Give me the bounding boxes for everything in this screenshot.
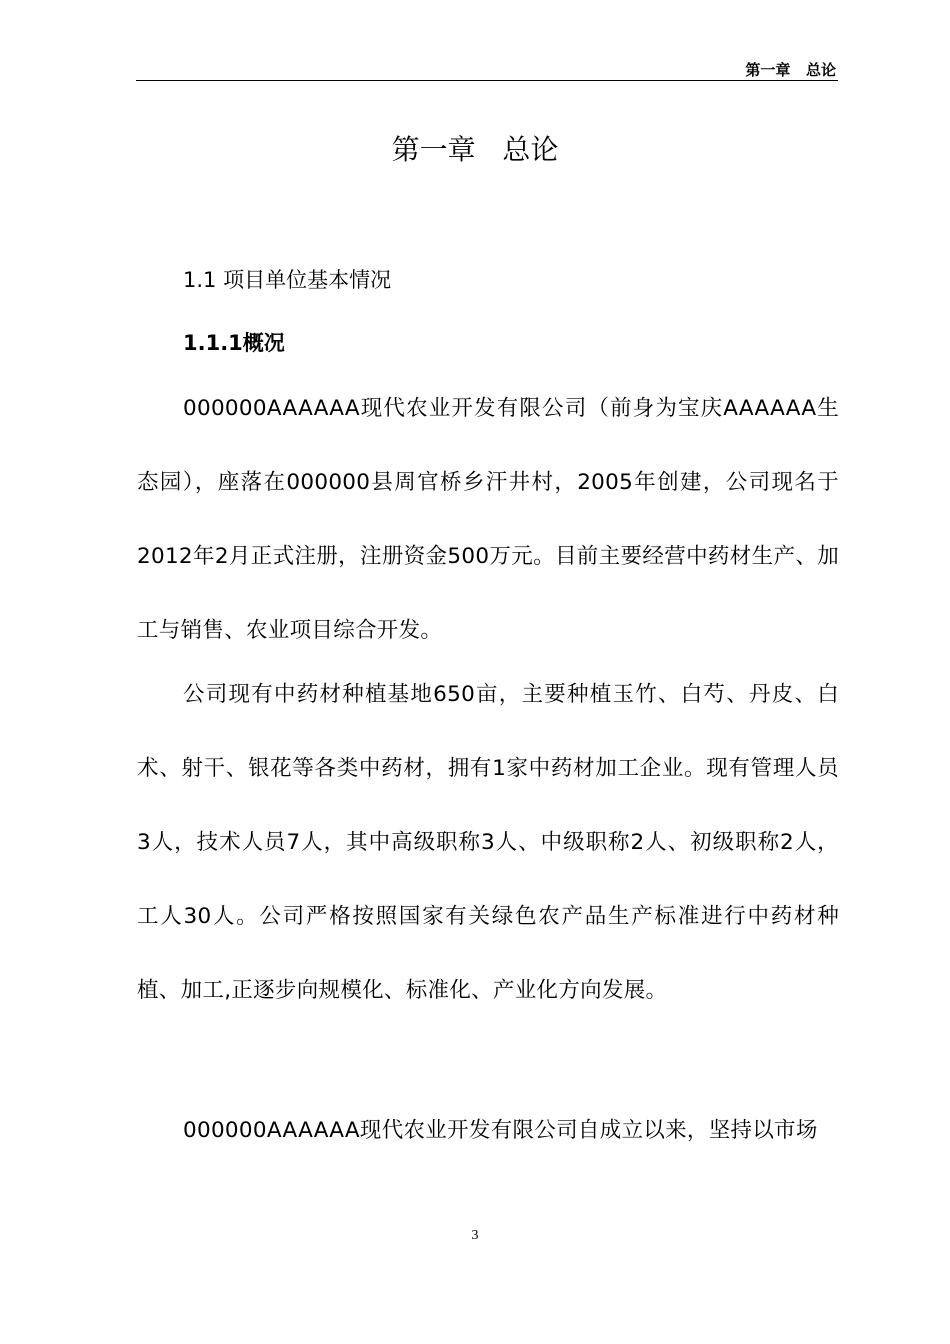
page-number: 3 <box>471 1228 479 1243</box>
section-heading: 1.1 项目单位基本情况 <box>183 268 392 292</box>
paragraph-company-overview: 000000AAAAAA现代农业开发有限公司（前身为宝庆AAAAAA生态园），座落在000000县周官桥乡汗井村，2005年创建，公司现名于2012年2月正式注册，注册资金500万元。目前主要经营中药材生产、加工与销售、农业项目综合开发。 <box>137 396 839 643</box>
subsection-heading: 1.1.1概况 <box>183 331 285 355</box>
paragraph-company-history: 000000AAAAAA现代农业开发有限公司自成立以来，坚持以市场 <box>183 1118 818 1143</box>
paragraph-company-base: 公司现有中药材种植基地650亩，主要种植玉竹、白芍、丹皮、白术、射干、银花等各类中药材，拥有1家中药材加工企业。现有管理人员3人，技术人员7人，其中高级职称3人、中级职称2人、初级职称2人，工人30人。公司严格按照国家有关绿色农产品生产标准进行中药材种植、加工,正逐步向规模化、标准化、产业化方向发展。 <box>137 682 839 1003</box>
chapter-title: 第一章 总论 <box>391 133 559 166</box>
header-rule <box>136 80 838 81</box>
running-header: 第一章 总论 <box>745 61 836 79</box>
